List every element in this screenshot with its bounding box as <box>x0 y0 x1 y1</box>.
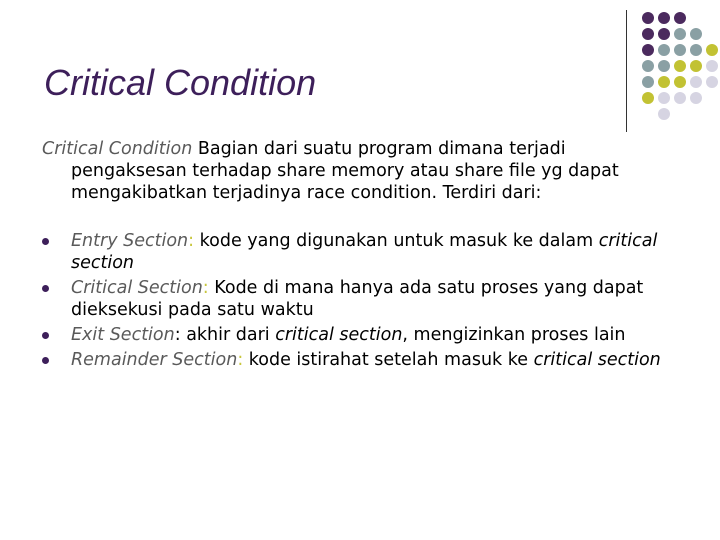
list-item <box>42 349 682 371</box>
dot <box>690 44 702 56</box>
bullet-emphasis: critical section <box>533 350 661 370</box>
bullet-term: Critical Section <box>71 278 203 298</box>
slide-body <box>42 138 682 374</box>
bullet-icon <box>42 357 49 364</box>
dot <box>658 76 670 88</box>
decorative-dot-grid <box>640 10 720 120</box>
bullet-term: Exit Section <box>71 325 175 345</box>
divider-line <box>626 10 627 132</box>
bullet-term: Remainder Section <box>71 350 238 370</box>
bullet-icon <box>42 285 49 292</box>
bullet-emphasis: critical section <box>275 325 403 345</box>
dot <box>642 44 654 56</box>
dot <box>674 44 686 56</box>
dot <box>642 12 654 24</box>
dot <box>674 92 686 104</box>
list-item <box>42 230 682 274</box>
dot <box>658 12 670 24</box>
dot <box>658 28 670 40</box>
bullet-text: kode yang digunakan untuk masuk ke dalam <box>194 231 599 251</box>
intro-term: Critical Condition <box>42 139 193 159</box>
dot <box>658 92 670 104</box>
dot <box>642 92 654 104</box>
bullet-colon: : <box>174 325 181 345</box>
dot <box>642 76 654 88</box>
bullet-text-after: , mengizinkan proses lain <box>402 325 626 345</box>
bullet-colon: : <box>237 350 244 370</box>
dot <box>690 28 702 40</box>
dot <box>642 60 654 72</box>
dot <box>690 76 702 88</box>
dot <box>706 44 718 56</box>
dot <box>642 28 654 40</box>
list-item <box>42 277 682 321</box>
dot <box>658 60 670 72</box>
list-item <box>42 324 682 346</box>
dot <box>690 60 702 72</box>
intro-text: Bagian dari suatu program dimana terjadi pengaksesan terhadap share memory atau share file yg dapat mengakibatkan terjadinya race condition. Terdiri dari: <box>71 139 619 203</box>
bullet-text: Kode di mana hanya ada satu proses yang dapat dieksekusi pada satu waktu <box>71 278 644 320</box>
bullet-icon <box>42 332 49 339</box>
dot <box>658 44 670 56</box>
bullet-emphasis: critical section <box>71 231 658 273</box>
intro-paragraph <box>42 138 682 204</box>
dot <box>674 60 686 72</box>
bullet-icon <box>42 238 49 245</box>
dot <box>706 60 718 72</box>
bullet-colon: : <box>202 278 209 298</box>
dot <box>674 28 686 40</box>
dot <box>658 108 670 120</box>
bullet-term: Entry Section <box>71 231 189 251</box>
bullet-text: akhir dari <box>180 325 276 345</box>
dot <box>690 92 702 104</box>
slide-title: Critical Condition <box>44 62 317 103</box>
bullet-colon: : <box>188 231 195 251</box>
bullet-text: kode istirahat setelah masuk ke <box>243 350 534 370</box>
bullet-list <box>42 230 682 371</box>
dot <box>674 76 686 88</box>
dot <box>706 76 718 88</box>
dot <box>674 12 686 24</box>
